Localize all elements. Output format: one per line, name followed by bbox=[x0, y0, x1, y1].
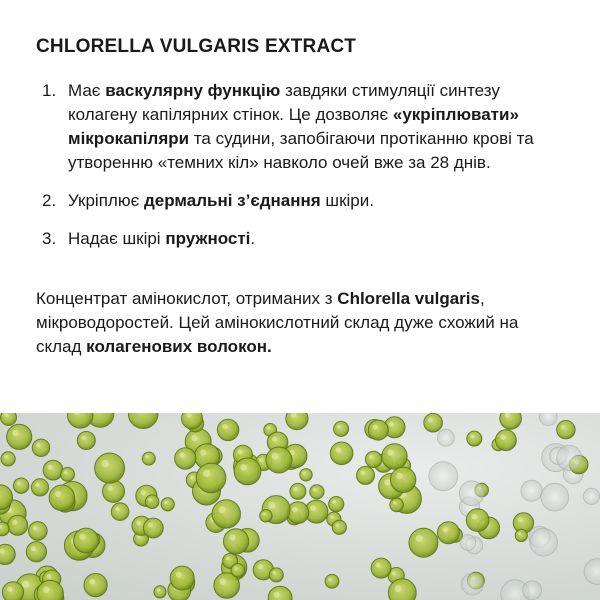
algae-cell-highlight bbox=[518, 532, 521, 535]
algae-cell-highlight bbox=[7, 587, 12, 592]
algae-cell-highlight bbox=[337, 425, 341, 429]
algae-cell bbox=[145, 495, 159, 509]
algae-cell-highlight bbox=[273, 571, 276, 574]
algae-cell bbox=[541, 483, 569, 511]
algae-cell-highlight bbox=[389, 422, 394, 427]
algae-cell-highlight bbox=[164, 501, 167, 504]
algae-cell-highlight bbox=[148, 523, 153, 528]
algae-cell-highlight bbox=[384, 479, 390, 485]
algae-cell bbox=[424, 413, 443, 432]
algae-cell bbox=[325, 574, 339, 588]
algae-cell bbox=[154, 586, 166, 598]
list-item bbox=[36, 227, 566, 251]
algae-cell-highlight bbox=[471, 514, 477, 520]
algae-cell bbox=[26, 542, 46, 562]
algae-cell-highlight bbox=[219, 506, 226, 513]
list-item-number: 2. bbox=[42, 190, 57, 210]
algae-cell bbox=[357, 466, 375, 484]
algae-cell bbox=[460, 535, 476, 551]
algae-cell bbox=[365, 451, 381, 467]
algae-cell bbox=[332, 520, 346, 534]
algae-cell-highlight bbox=[200, 450, 206, 456]
algae-cell bbox=[266, 447, 292, 473]
algae-cell-highlight bbox=[361, 470, 366, 475]
algae-cell bbox=[466, 509, 489, 532]
algae-cell-highlight bbox=[292, 507, 297, 512]
algae-cell-highlight bbox=[376, 563, 381, 568]
algae-cell-highlight bbox=[274, 592, 280, 598]
algae-cell bbox=[2, 582, 23, 600]
algae-cell bbox=[0, 544, 15, 564]
algae-cell-highlight bbox=[220, 579, 226, 585]
algae-cell-highlight bbox=[81, 436, 85, 440]
algae-cell-highlight bbox=[145, 455, 148, 458]
algae-cell-highlight bbox=[79, 534, 85, 540]
algae-cell-highlight bbox=[136, 521, 141, 526]
text-run: та судини, запобігаючи протіканню крові та утворенню «темних кіл» навколо очей вже за 28 днів. bbox=[68, 128, 534, 172]
algae-cell bbox=[32, 439, 49, 456]
algae-cell bbox=[212, 500, 240, 528]
algae-cell-highlight bbox=[310, 505, 316, 511]
algae-cell bbox=[290, 483, 306, 499]
algae-cell-highlight bbox=[12, 430, 18, 436]
algae-cell bbox=[521, 480, 542, 501]
algae-cell-highlight bbox=[35, 483, 39, 487]
algae-cell bbox=[43, 460, 63, 480]
algae-cell bbox=[29, 522, 48, 541]
algae-cell-highlight bbox=[328, 578, 331, 581]
algae-cell bbox=[196, 463, 226, 493]
text-run: Укріплює bbox=[68, 190, 144, 210]
bold-text: васкулярну функцію bbox=[105, 80, 281, 100]
text-run: Концентрат амінокислот, отриманих з bbox=[36, 288, 338, 308]
text-run: завдяки стимуляції синтезу колагену капілярних стінок. Це дозволяє bbox=[68, 80, 500, 124]
algae-cell bbox=[583, 488, 599, 504]
algae-cell-highlight bbox=[335, 523, 339, 527]
algae-cell-highlight bbox=[141, 490, 146, 495]
algae-cell-highlight bbox=[336, 447, 342, 453]
algae-cell bbox=[300, 469, 312, 481]
algae-cell bbox=[234, 458, 261, 485]
algae-cell bbox=[310, 485, 324, 499]
algae-cells-illustration bbox=[0, 413, 600, 600]
algae-cell bbox=[459, 481, 484, 506]
algae-cell-highlight bbox=[258, 564, 263, 569]
algae-cell bbox=[515, 529, 527, 541]
algae-cell bbox=[142, 452, 155, 465]
algae-cell-highlight bbox=[388, 450, 394, 456]
algae-cell bbox=[371, 558, 391, 578]
text-panel bbox=[36, 36, 566, 359]
list-item-number: 3. bbox=[42, 228, 57, 248]
algae-cell-highlight bbox=[396, 473, 402, 479]
algae-cell-highlight bbox=[263, 512, 266, 515]
algae-cell-highlight bbox=[229, 534, 235, 540]
list-item-text bbox=[68, 189, 566, 213]
benefits-list bbox=[36, 79, 566, 251]
description-paragraph bbox=[36, 287, 566, 359]
bold-text: колагенових волокон. bbox=[86, 336, 272, 356]
algae-cell-highlight bbox=[416, 535, 423, 542]
algae-cell bbox=[128, 413, 158, 429]
algae-cell bbox=[77, 432, 95, 450]
list-item bbox=[36, 79, 566, 175]
algae-cell-highlight bbox=[64, 471, 67, 474]
bold-text: пружності bbox=[165, 228, 251, 248]
algae-cell-highlight bbox=[272, 437, 277, 442]
algae-cell-highlight bbox=[428, 418, 433, 423]
algae-cell-highlight bbox=[442, 527, 447, 532]
algae-cell-highlight bbox=[240, 464, 247, 471]
algae-cell bbox=[175, 448, 196, 469]
algae-cell bbox=[31, 479, 48, 496]
algae-cell-highlight bbox=[238, 450, 243, 455]
algae-cell bbox=[584, 559, 600, 585]
algae-cell-highlight bbox=[43, 586, 50, 593]
algae-cell-highlight bbox=[293, 487, 297, 491]
algae-cell bbox=[13, 478, 28, 493]
algae-cell bbox=[7, 424, 32, 449]
algae-cell-highlight bbox=[31, 546, 36, 551]
algae-cell-highlight bbox=[470, 434, 474, 438]
text-run: шкіри. bbox=[320, 190, 374, 210]
algae-cell bbox=[467, 431, 482, 446]
algae-cell bbox=[368, 420, 388, 440]
algae-cell bbox=[330, 442, 353, 465]
algae-cell-highlight bbox=[561, 425, 566, 430]
algae-cell bbox=[231, 564, 245, 578]
algae-cell-highlight bbox=[191, 435, 197, 441]
algae-cell bbox=[68, 413, 93, 428]
algae-cell bbox=[557, 445, 582, 470]
algae-cell-highlight bbox=[393, 501, 396, 504]
algae-cell bbox=[269, 568, 283, 582]
algae-cell bbox=[0, 522, 9, 536]
algae-cell-highlight bbox=[203, 470, 210, 477]
microalgae-photo bbox=[0, 413, 600, 600]
algae-cell bbox=[103, 480, 125, 502]
algae-cell bbox=[95, 453, 125, 483]
algae-cell-highlight bbox=[33, 526, 38, 531]
algae-cell-highlight bbox=[395, 585, 402, 592]
algae-cell bbox=[382, 444, 407, 469]
algae-cell-highlight bbox=[330, 515, 334, 519]
algae-cell bbox=[496, 430, 517, 451]
algae-cell bbox=[523, 581, 542, 600]
list-item-number: 1. bbox=[42, 80, 57, 100]
algae-cell-highlight bbox=[373, 425, 378, 430]
algae-cell-highlight bbox=[4, 455, 8, 459]
algae-cell bbox=[8, 515, 28, 535]
algae-cell bbox=[182, 413, 203, 429]
algae-cell bbox=[170, 566, 194, 590]
text-run: Має bbox=[68, 80, 106, 100]
algae-cell bbox=[260, 510, 272, 522]
algae-cell-highlight bbox=[518, 517, 523, 522]
algae-cell-highlight bbox=[12, 520, 17, 525]
algae-cell-highlight bbox=[226, 557, 230, 561]
algae-cell bbox=[161, 498, 174, 511]
bold-text: дермальні з’єднання bbox=[143, 190, 321, 210]
algae-cell-highlight bbox=[303, 471, 306, 474]
algae-cell-highlight bbox=[369, 455, 373, 459]
algae-cell bbox=[390, 498, 404, 512]
algae-cell bbox=[268, 586, 292, 600]
algae-cell bbox=[437, 522, 459, 544]
algae-cell bbox=[286, 413, 308, 430]
text-run: . bbox=[250, 228, 256, 248]
bold-text: Chlorella vulgaris bbox=[337, 288, 480, 308]
algae-cell-highlight bbox=[4, 413, 8, 417]
text-run: Надає шкірі bbox=[68, 228, 166, 248]
algae-cell bbox=[111, 503, 129, 521]
bold-text: «укріплювати» мікрокапіляри bbox=[68, 104, 519, 148]
algae-cell-highlight bbox=[108, 485, 113, 490]
algae-cell bbox=[49, 485, 75, 511]
algae-cell-highlight bbox=[222, 424, 227, 429]
algae-cell bbox=[143, 518, 163, 538]
algae-cell-highlight bbox=[101, 460, 108, 467]
algae-cell-highlight bbox=[47, 574, 52, 579]
algae-cell bbox=[217, 419, 238, 440]
algae-cell-highlight bbox=[55, 491, 61, 497]
algae-cell-highlight bbox=[267, 426, 270, 429]
algae-cell-highlight bbox=[22, 581, 29, 588]
algae-cell-highlight bbox=[272, 453, 279, 460]
algae-cell bbox=[409, 528, 438, 557]
algae-cell-highlight bbox=[36, 443, 40, 447]
algae-cell bbox=[1, 413, 17, 425]
algae-cell-highlight bbox=[89, 579, 95, 585]
text-run: , мікроводоростей. Цей амінокислотний склад дуже схожий на склад bbox=[36, 288, 519, 356]
algae-cell bbox=[500, 413, 522, 429]
algae-cell bbox=[530, 528, 558, 556]
algae-cell-highlight bbox=[332, 500, 336, 504]
algae-cell-highlight bbox=[115, 507, 119, 511]
algae-cell bbox=[334, 421, 349, 436]
algae-cell-highlight bbox=[313, 488, 317, 492]
algae-cell-highlight bbox=[179, 453, 184, 458]
algae-cell bbox=[84, 574, 107, 597]
algae-cell bbox=[1, 452, 15, 466]
algae-cell bbox=[391, 467, 416, 492]
algae-cell-highlight bbox=[148, 498, 151, 501]
algae-cell bbox=[224, 529, 249, 554]
algae-cell-highlight bbox=[190, 476, 194, 480]
list-item bbox=[36, 189, 566, 213]
algae-cell-highlight bbox=[157, 589, 160, 592]
algae-cell-highlight bbox=[17, 482, 21, 486]
algae-cell bbox=[429, 462, 458, 491]
list-item-text bbox=[68, 79, 566, 175]
algae-cell bbox=[539, 413, 557, 425]
algae-cell-highlight bbox=[234, 567, 237, 570]
algae-cell bbox=[462, 573, 484, 595]
algae-cell bbox=[437, 429, 454, 446]
algae-cell bbox=[74, 528, 99, 553]
algae-cell-highlight bbox=[176, 572, 182, 578]
algae-cell-highlight bbox=[392, 571, 396, 575]
algae-cell bbox=[61, 468, 75, 482]
algae-cell-highlight bbox=[500, 435, 505, 440]
algae-cell bbox=[329, 497, 344, 512]
page-title: CHLORELLA VULGARIS EXTRACT bbox=[36, 36, 357, 57]
algae-cell-highlight bbox=[268, 502, 275, 509]
algae-cell-highlight bbox=[259, 458, 263, 462]
algae-cell bbox=[287, 502, 309, 524]
algae-cell bbox=[557, 421, 575, 439]
list-item-text bbox=[68, 227, 566, 251]
algae-cell-highlight bbox=[48, 465, 53, 470]
